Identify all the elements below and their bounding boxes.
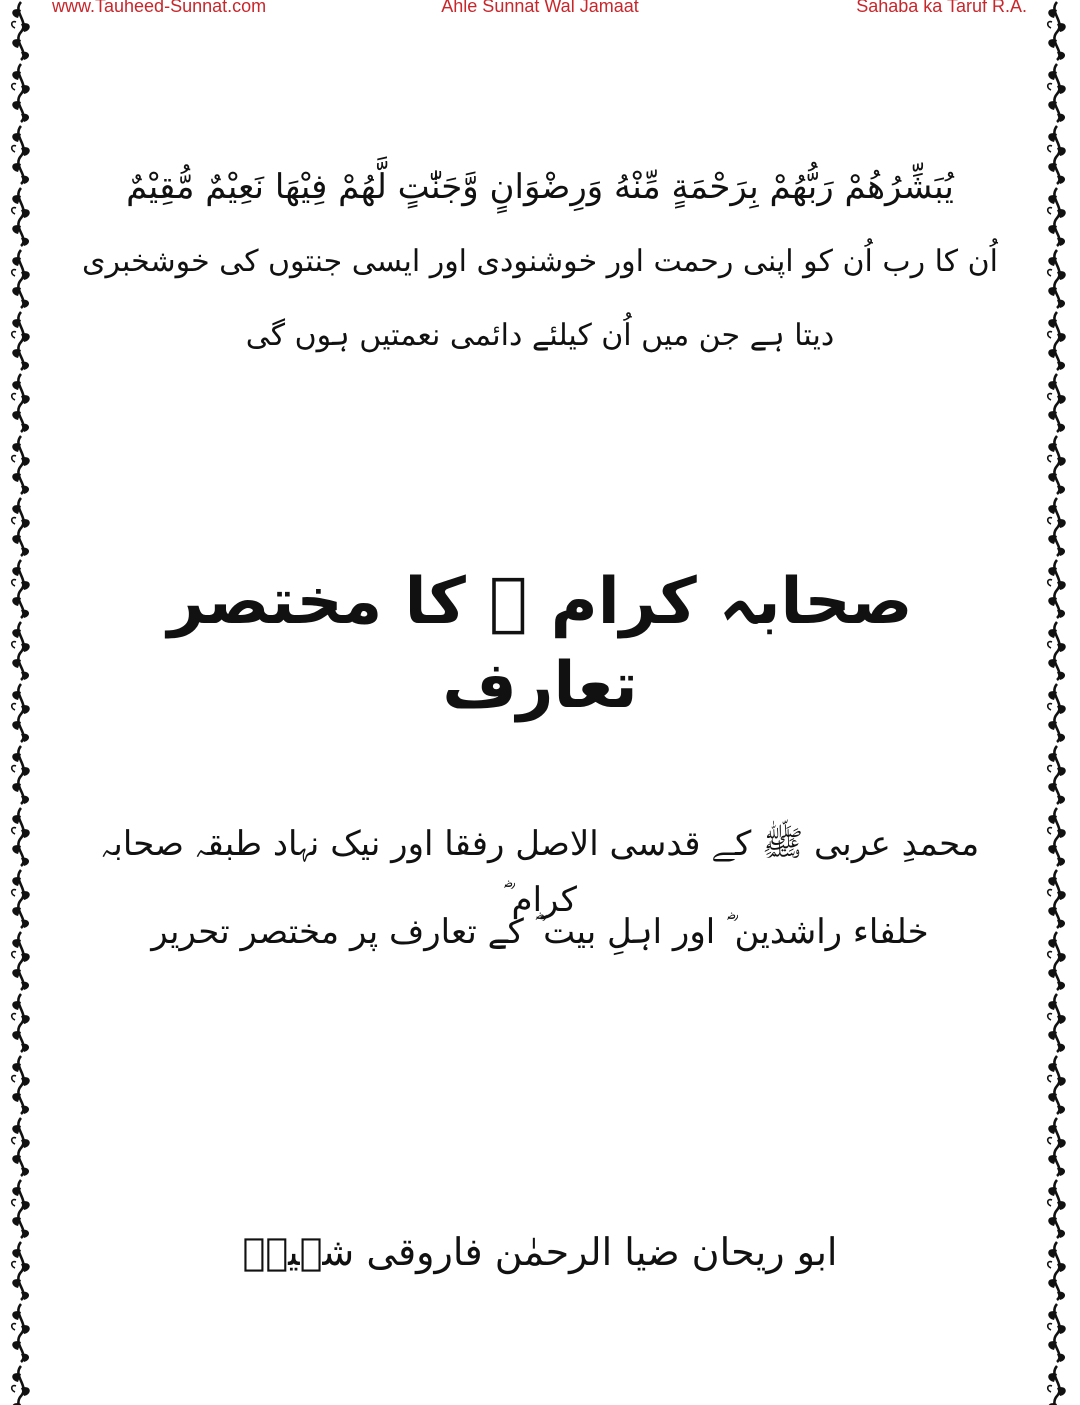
vine-leaf-ornament-icon (6, 1116, 36, 1178)
header-right-title: Sahaba ka Taruf R.A. (856, 0, 1027, 16)
vine-leaf-ornament-icon (1042, 1240, 1072, 1302)
vine-leaf-ornament-icon (6, 868, 36, 930)
vine-leaf-ornament-icon (6, 1302, 36, 1364)
author-name: ابو ریحان ضیا الرحمٰن فاروقی شہیدؒ (242, 1230, 838, 1274)
vine-leaf-ornament-icon (6, 558, 36, 620)
vine-leaf-ornament-icon (6, 496, 36, 558)
quran-ayah: يُبَشِّرُهُمْ رَبُّهُمْ بِرَحْمَةٍ مِّنْهُ وَرِضْوَانٍ وَّجَنّٰتٍ لَّهُمْ فِيْهَا نَعِيْمٌ مُّقِيْمٌ (126, 167, 954, 207)
vine-leaf-ornament-icon (6, 248, 36, 310)
vine-leaf-ornament-icon (1042, 1364, 1072, 1405)
vine-leaf-ornament-icon (6, 372, 36, 434)
vine-leaf-ornament-icon (6, 310, 36, 372)
vine-leaf-ornament-icon (1042, 744, 1072, 806)
vine-leaf-ornament-icon (1042, 62, 1072, 124)
vine-leaf-ornament-icon (1042, 1302, 1072, 1364)
vine-leaf-ornament-icon (1042, 372, 1072, 434)
vine-leaf-ornament-icon (1042, 186, 1072, 248)
translation-line-1: اُن کا رب اُن کو اپنی رحمت اور خوشنودی اور ایسی جنتوں کی خوشخبری (82, 244, 998, 279)
vine-leaf-ornament-icon (1042, 868, 1072, 930)
vine-leaf-ornament-icon (6, 930, 36, 992)
vine-leaf-ornament-icon (6, 0, 36, 62)
vine-leaf-ornament-icon (6, 186, 36, 248)
vine-leaf-ornament-icon (6, 992, 36, 1054)
vine-leaf-ornament-icon (1042, 0, 1072, 62)
vine-leaf-ornament-icon (6, 620, 36, 682)
vine-leaf-ornament-icon (6, 1178, 36, 1240)
vine-leaf-ornament-icon (6, 1240, 36, 1302)
vine-leaf-ornament-icon (6, 806, 36, 868)
translation-line-2: دیتا ہے جن میں اُن کیلئے دائمی نعمتیں ہوں گی (245, 318, 835, 353)
vine-leaf-ornament-icon (1042, 248, 1072, 310)
vine-leaf-ornament-icon (6, 434, 36, 496)
left-ornamental-border (4, 0, 38, 1405)
vine-leaf-ornament-icon (1042, 992, 1072, 1054)
right-ornamental-border (1040, 0, 1074, 1405)
page-title: صحابہ کرام ﷢ کا مختصر تعارف (167, 565, 913, 723)
vine-leaf-ornament-icon (6, 682, 36, 744)
vine-leaf-ornament-icon (1042, 806, 1072, 868)
header-website: www.Tauheed-Sunnat.com (52, 0, 267, 16)
header-center-title: Ahle Sunnat Wal Jamaat (441, 0, 639, 16)
page-header (0, 0, 1080, 20)
vine-leaf-ornament-icon (1042, 1178, 1072, 1240)
vine-leaf-ornament-icon (1042, 1054, 1072, 1116)
vine-leaf-ornament-icon (1042, 558, 1072, 620)
vine-leaf-ornament-icon (1042, 310, 1072, 372)
vine-leaf-ornament-icon (6, 744, 36, 806)
vine-leaf-ornament-icon (1042, 124, 1072, 186)
vine-leaf-ornament-icon (1042, 930, 1072, 992)
vine-leaf-ornament-icon (1042, 620, 1072, 682)
vine-leaf-ornament-icon (1042, 496, 1072, 558)
vine-leaf-ornament-icon (1042, 682, 1072, 744)
vine-leaf-ornament-icon (6, 62, 36, 124)
subtitle-line-1: محمدِ عربی ﷺ کے قدسی الاصل رفقا اور نیک نہاد طبقہ صحابہ کرام ؓ (100, 824, 980, 920)
subtitle-line-2: خلفاء راشدین ؓ اور اہلِ بیت ؓ کے تعارف پر مختصر تحریر (151, 912, 929, 952)
vine-leaf-ornament-icon (6, 1054, 36, 1116)
vine-leaf-ornament-icon (1042, 434, 1072, 496)
vine-leaf-ornament-icon (6, 1364, 36, 1405)
vine-leaf-ornament-icon (6, 124, 36, 186)
vine-leaf-ornament-icon (1042, 1116, 1072, 1178)
